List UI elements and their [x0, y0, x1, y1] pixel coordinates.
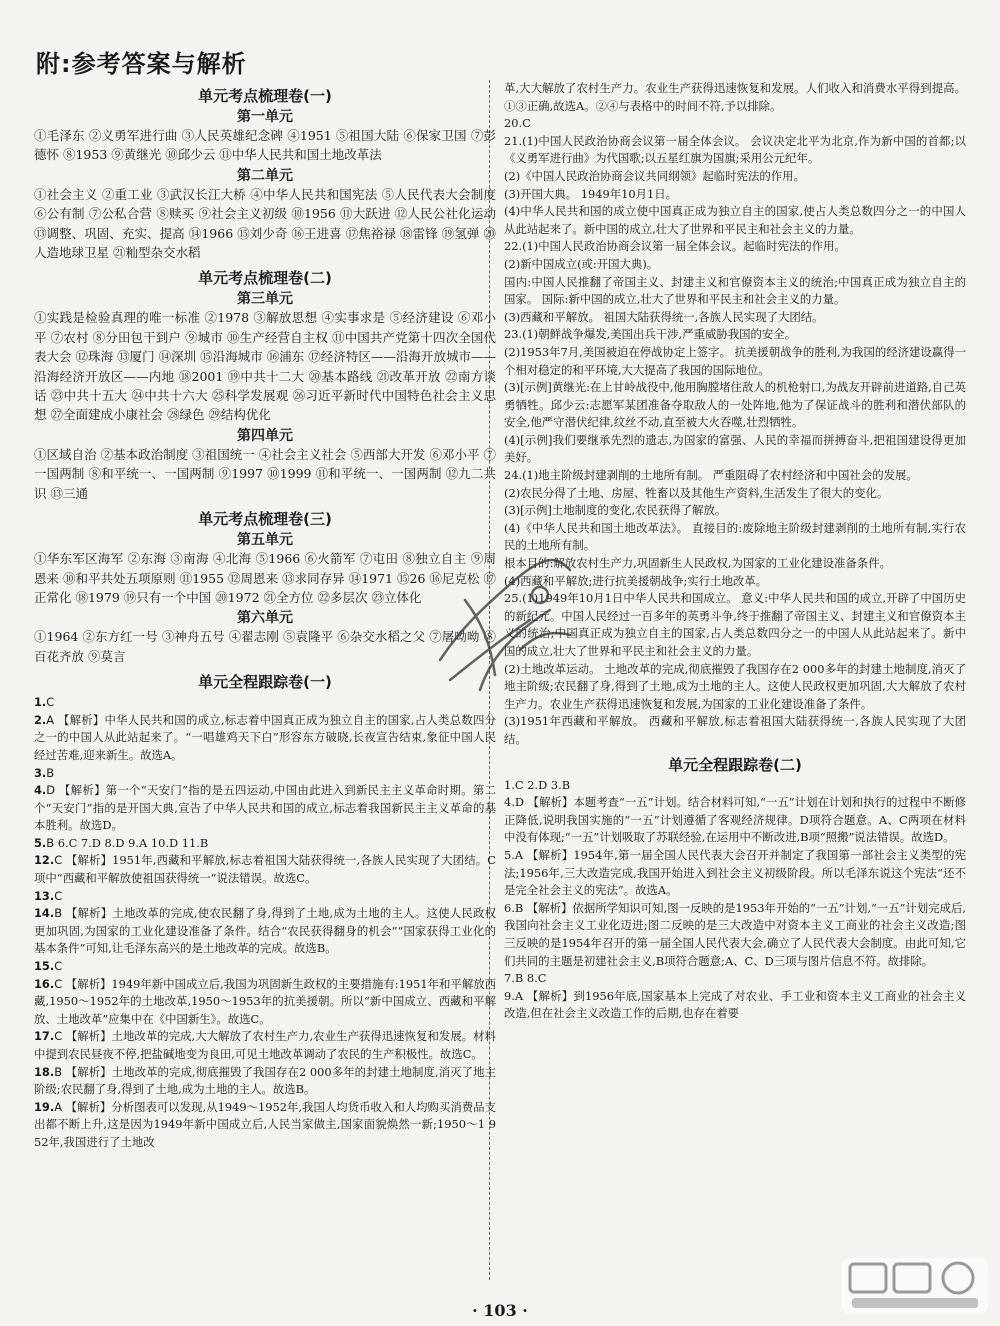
answer-paragraph: 革,大大解放了农村生产力。农业生产获得迅速恢复和发展。人们收入和消费水平得到提高。①③正确,故选A。②④与表格中的时间不符,予以排除。 — [504, 81, 966, 113]
answer-paragraph: 4.D 【解析】本题考查“一五”计划。结合材料可知,“一五”计划在计划和执行的过程中不断修正降低,说明我国实施的“一五”计划遵循了客观经济规律。D项符合题意。A、C两项在材料中没有体现;“一五”计划吸取了苏联经验,在运用中不断改进,B项“照搬”说法错误。故选D。 — [504, 795, 966, 845]
answer-paragraph: (4)[示例]我们要继承先烈的遗志,为国家的富强、人民的幸福而拼搏奋斗,把祖国建设得更加美好。 — [504, 432, 966, 465]
answer-item: 13.C — [34, 888, 63, 903]
answer-paragraph: (2)《中国人民政治协商会议共同纲领》起临时宪法的作用。 — [504, 168, 805, 183]
answer-paragraph: 5.A 【解析】1954年,第一届全国人民代表大会召开并制定了我国第一部社会主义类型的宪法;1956年,三大改造完成,我国开始进入到社会主义初级阶段。所以毛泽东说这个宪法“还不是完全社会主义的宪法”。故选A。 — [504, 847, 966, 898]
answer-paragraph: (4)中华人民共和国的成立使中国真正成为独立自主的国家,使占人类总数四分之一的中国人从此站起来了。新中国的成立,壮大了世界和平民主和社会主义的力量。 — [504, 204, 966, 236]
answer-paragraph: 6.B 【解析】依据所学知识可知,图一反映的是1953年开始的“一五”计划,“一五”计划完成后,我国向社会主义工业化迈进;图二反映的是三大改造中对资本主义工商业的社会主义改造;图三反映的是1954年召开的第一届全国人民代表大会,确立了人民代表大会制度。由此可知,它们共同的主题是初建社会主义,B项符合题意;A、C、D三项与图片信息不符。故排除。 — [504, 900, 966, 968]
unit-1-answers: ①毛泽东 ②义勇军进行曲 ③人民英雄纪念碑 ④1951 ⑤祖国大陆 ⑥保家卫国 ⑦彭德怀 ⑧1953 ⑨黄继光 ⑩邱少云 ⑪中华人民共和国土地改革法 — [34, 128, 496, 163]
answer-paragraph: 9.A 【解析】到1956年底,国家基本上完成了对农业、手工业和资本主义工商业的社会主义改造,但在社会主义改造工作的后期,也存在着要 — [504, 988, 966, 1021]
answer-paragraph: (3)西藏和平解放。 祖国大陆获得统一,各族人民实现了大团结。 — [504, 309, 824, 324]
answer-item: 1.C — [34, 695, 55, 710]
section-title-review-3: 单元考点梳理卷(三) — [198, 510, 332, 529]
answer-item: 4.D 【解析】第一个“天安门”指的是五四运动,中国由此进入到新民主主义革命时期。第二个“天安门”指的是开国大典,宣告了中华人民共和国的成立,标志着我国新民主主义革命的基本胜利。故选D。 — [34, 783, 496, 833]
page-title: 附:参考答案与解析 — [36, 50, 247, 78]
answer-item: 14.B 【解析】土地改革的完成,使农民翻了身,得到了土地,成为土地的主人。这使人民政权更加巩固,为国家的工业化建设准备了条件。结合“农民获得翻身的机会”“国家获得工业化的基本条件”可知,让毛泽东高兴的是土地改革的完成。故选B。 — [34, 906, 496, 956]
answer-paragraph: (3)1951年西藏和平解放。 西藏和平解放,标志着祖国大陆获得统一,各族人民实现了大团结。 — [504, 714, 966, 746]
section-title-tracking-1: 单元全程跟踪卷(一) — [198, 673, 332, 692]
unit-6-answers: ①1964 ②东方红一号 ③神舟五号 ④翟志刚 ⑤袁隆平 ⑥杂交水稻之父 ⑦屠呦呦 ⑧百花齐放 ⑨莫言 — [34, 629, 496, 664]
answer-paragraph: (3)[示例]黄继光:在上甘岭战役中,他用胸膛堵住敌人的机枪射口,为战友开辟前进道路,自己英勇牺牲。邱少云:志愿军某团准备夺取敌人的一处阵地,他为了保证战斗的胜利和潜伏部队的安全,他严守潜伏纪律,纹丝不动,直至被大火吞噬,壮烈牺牲。 — [504, 380, 966, 430]
answer-paragraph: (2)新中国成立(或:开国大典)。 — [504, 256, 659, 271]
unit-5-answers: ①华东军区海军 ②东海 ③南海 ④北海 ⑤1966 ⑥火箭军 ⑦屯田 ⑧独立自主 ⑨周恩来 ⑩和平共处五项原则 ⑪1955 ⑫周恩来 ⑬求同存异 ⑭1971 ⑮26 ⑯尼克松 ⑰正常化 ⑱1979 ⑲只有一个中国 ⑳1972 ㉑全方位 ㉒多层次 ㉓立体化 — [34, 551, 496, 605]
unit-title-5: 第五单元 — [237, 532, 293, 549]
right-column — [504, 80, 966, 1023]
unit-4-answers: ①区域自治 ②基本政治制度 ③祖国统一 ④社会主义社会 ⑤西部大开发 ⑥邓小平 ⑦一国两制 ⑧和平统一、一国两制 ⑨1997 ⑩1999 ⑪和平统一、一国两制 ⑫九二共识 ⑬三通 — [34, 446, 496, 501]
answer-paragraph: (2)土地改革运动。 土地改革的完成,彻底摧毁了我国存在2 000多年的封建土地制度,消灭了地主阶级;农民翻了身,得到了土地,成为土地的主人。这使人民政权更加巩固,大大解放了农村生产力。农业生产获得迅速恢复和发展,为国家的工业化建设准备了条件。 — [504, 661, 966, 711]
answer-item: 17.C 【解析】土地改革的完成,大大解放了农村生产力,农业生产获得迅速恢复和发展。材料中提到农民昼夜不停,把盐碱地变为良田,可见土地改革调动了农民的生产积极性。故选C。 — [34, 1029, 497, 1061]
answer-paragraph: (3)[示例]土地制度的变化,农民获得了解放。 — [504, 503, 727, 518]
unit-title-2: 第二单元 — [237, 167, 293, 184]
answer-paragraph: (3)开国大典。 1949年10月1日。 — [504, 186, 678, 201]
answer-paragraph: 国内:中国人民推翻了帝国主义、封建主义和官僚资本主义的统治;中国真正成为独立自主的国家。 国际:新中国的成立,壮大了世界和平民主和社会主义的力量。 — [504, 274, 966, 307]
answer-paragraph: 24.(1)地主阶级封建剥削的土地所有制。 严重阻碍了农村经济和中国社会的发展。 — [504, 468, 918, 483]
unit-2-answers: ①社会主义 ②重工业 ③武汉长江大桥 ④中华人民共和国宪法 ⑤人民代表大会制度 ⑥公有制 ⑦公私合营 ⑧赎买 ⑨社会主义初级 ⑩1956 ⑪大跃进 ⑫人民公社化运动 ⑬调整、巩固、充实、提高 ⑭1966 ⑮刘少奇 ⑯王进喜 ⑰焦裕禄 ⑱雷锋 ⑲氢弹 ⑳人造地球卫星 ㉑籼型杂交水稻 — [34, 186, 496, 261]
answer-paragraph: (2)1953年7月,美国被迫在停战协定上签字。 抗美援朝战争的胜利,为我国的经济建设赢得一个相对稳定的和平环境,大大提高了我国的国际地位。 — [504, 344, 966, 377]
answer-item: 2.A 【解析】中华人民共和国的成立,标志着中国真正成为独立自主的国家,占人类总数四分之一的中国人从此站起来了。“一唱雄鸡天下白”形容东方破晓,长夜宣告结束,象征中国人民经过苦难,迎来新生。故选A。 — [34, 712, 496, 762]
left-column — [34, 80, 496, 1152]
answer-paragraph: (2)农民分得了土地、房屋、牲畜以及其他生产资料,生活发生了很大的变化。 — [504, 485, 889, 500]
answer-item: 5.B 6.C 7.D 8.D 9.A 10.D 11.B — [34, 835, 209, 850]
answer-paragraph: 7.B 8.C — [504, 971, 547, 986]
answer-paragraph: (4)西藏和平解放;进行抗美援朝战争;实行土地改革。 — [504, 573, 768, 588]
section-title-tracking-2: 单元全程跟踪卷(二) — [668, 755, 802, 774]
unit-title-1: 第一单元 — [237, 109, 293, 125]
answer-paragraph: 20.C — [504, 116, 531, 131]
answer-item: 16.C 【解析】1949年新中国成立后,我国为巩固新生政权的主要措施有:1951年和平解放西藏,1950～1952年的土地改革,1950～1953年的抗美援朝。所以“新中国成立、西藏和平解放、土地改革”应集中在《中国新生》。故选C。 — [34, 976, 497, 1026]
answer-item: 3.B — [34, 765, 55, 780]
answer-item: 18.B 【解析】土地改革的完成,彻底摧毁了我国存在2 000多年的封建土地制度,消灭了地主阶级;农民翻了身,得到了土地,成为土地的主人。故选B。 — [34, 1064, 497, 1097]
section-title-review-2: 单元考点梳理卷(二) — [198, 269, 332, 288]
answer-item: 15.C — [34, 959, 63, 974]
answer-paragraph: 25.(1)1949年10月1日中华人民共和国成立。 意义:中华人民共和国的成立,开辟了中国历史的新纪元。中国人民经过一百多年的英勇斗争,终于推翻了帝国主义、封建主义和官僚资本主义的统治;中国真正成为独立自主的国家,占人类总数四分之一的中国人从此站起来了。新中国的成立,壮大了世界和平民主和社会主义的力量。 — [504, 591, 966, 658]
page-number: · 103 · — [472, 1301, 528, 1320]
answer-paragraph: (4)《中华人民共和国土地改革法》。 直接目的:废除地主阶级封建剥削的土地所有制,实行农民的土地所有制。 — [504, 520, 966, 553]
answer-paragraph: 22.(1)中国人民政治协商会议第一届全体会议。起临时宪法的作用。 — [504, 239, 846, 254]
answer-paragraph: 根本目的:解放农村生产力,巩固新生人民政权,为国家的工业化建设准备条件。 — [504, 556, 891, 571]
answer-paragraph: 1.C 2.D 3.B — [504, 777, 571, 792]
answer-paragraph: 21.(1)中国人民政治协商会议第一届全体会议。 会议决定北平为北京,作为新中国的首都;以《义勇军进行曲》为代国歌;以五星红旗为国旗;采用公元纪年。 — [504, 133, 966, 166]
unit-title-4: 第四单元 — [237, 427, 293, 444]
answer-item: 19.A 【解析】分析图表可以发现,从1949～1952年,我国人均货币收入和人均购买消费品支出都不断上升,这是因为1949年新中国成立后,人民当家做主,国家面貌焕然一新;1950～1 952年,我国进行了土地改 — [34, 1099, 496, 1149]
section-title-review-1: 单元考点梳理卷(一) — [198, 87, 332, 105]
answer-paragraph: 23.(1)朝鲜战争爆发,美国出兵干涉,严重威胁我国的安全。 — [504, 327, 797, 342]
unit-title-3: 第三单元 — [237, 291, 293, 308]
answer-item: 12.C 【解析】1951年,西藏和平解放,标志着祖国大陆获得统一,各族人民实现了大团结。C项中“西藏和平解放使祖国获得统一”说法错误。故选C。 — [34, 853, 496, 886]
unit-title-6: 第六单元 — [237, 610, 293, 627]
unit-3-answers: ①实践是检验真理的唯一标准 ②1978 ③解放思想 ④实事求是 ⑤经济建设 ⑥邓小平 ⑦农村 ⑧分田包干到户 ⑨城市 ⑩生产经营自主权 ⑪中国共产党第十四次全国代表大会 ⑫珠海 ⑬厦门 ⑭深圳 ⑮沿海城市 ⑯浦东 ⑰经济特区——沿海开放城市——沿海经济开放区——内地 ⑱2001 ⑲中共十二大 ⑳基本路线 ㉑改革开放 ㉒南方谈话 ㉓中共十五大 ㉔中共十六大 ㉕科学发展观 ㉖习近平新时代中国特色社会主义思想 ㉗全面建成小康社会 ㉘绿色 ㉙结构优化 — [34, 310, 496, 423]
